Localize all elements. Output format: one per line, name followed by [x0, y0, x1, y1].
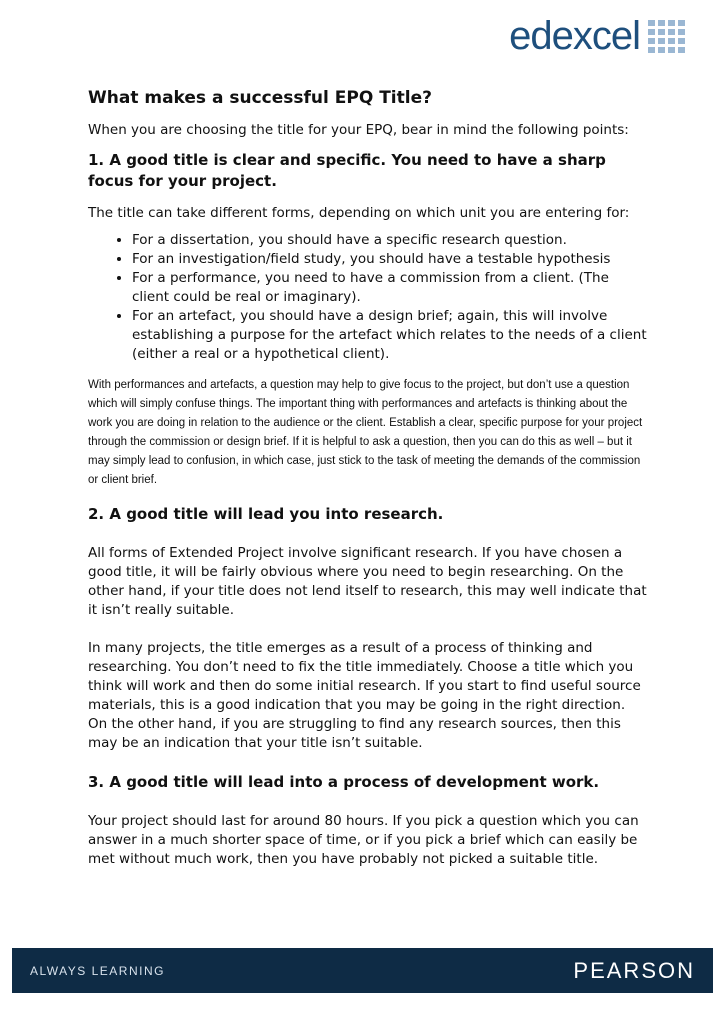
footer-banner — [12, 948, 713, 993]
section-1-note: With performances and artefacts, a question may help to give focus to the project, but don’t use a question which will simply confuse things. The important thing with performances and artefacts is thinking about the work you are doing in relation to the audience or the client. Establish a clear, specific purpose for your project through the commission or design brief. If it is helpful to ask a question, then you can do this as well – but it may simply lead to confusion, in which case, just stick to the task of meeting the demands of the commission or client brief. — [88, 379, 643, 486]
intro-text: When you are choosing the title for your EPQ, bear in mind the following points: — [88, 122, 629, 138]
section-3-paragraph-1: Your project should last for around 80 hours. If you pick a question which you can answer in a much shorter space of time, or if you pick a brief which can easily be met without much work, then you have probably not picked a suitable title. — [88, 813, 639, 867]
logo-grid-icon — [648, 20, 685, 53]
page-title: What makes a successful EPQ Title? — [88, 88, 432, 108]
section-2-heading: 2. A good title will lead you into research. — [88, 505, 444, 523]
list-item: • For a dissertation, you should have a specific research question. — [132, 231, 648, 250]
list-item: • For a performance, you need to have a commission from a client. (The client could be real or imaginary). — [132, 269, 648, 307]
list-item: • For an artefact, you should have a design brief; again, this will involve establishing a purpose for the artefact which relates to the needs of a client (either a real or a hypothetical client). — [132, 307, 648, 364]
document-body — [88, 88, 648, 869]
logo-text: edexcel — [509, 14, 640, 58]
section-1-heading: 1. A good title is clear and specific. You need to have a sharp focus for your project. — [88, 151, 606, 190]
section-3-heading: 3. A good title will lead into a process of development work. — [88, 773, 600, 791]
footer-tagline: ALWAYS LEARNING — [30, 963, 165, 978]
pearson-logo: PEARSON — [573, 957, 695, 983]
edexcel-logo — [509, 16, 685, 56]
section-2-paragraph-2: In many projects, the title emerges as a result of a process of thinking and researching. You don’t need to fix the title immediately. Choose a title which you think will work and then do some initial research. If you start to find useful source materials, this is a good indication that you may be going in the right direction. On the other hand, if you are struggling to find any research sources, then this may be an indication that your title isn’t suitable. — [88, 640, 641, 751]
list-item: • For an investigation/field study, you should have a testable hypothesis — [132, 250, 648, 269]
unit-forms-list — [88, 231, 648, 364]
section-2-paragraph-1: All forms of Extended Project involve significant research. If you have chosen a good title, it will be fairly obvious where you need to begin researching. On the other hand, if your title does not lend itself to research, this may well indicate that it isn’t really suitable. — [88, 545, 647, 618]
section-1-lead: The title can take different forms, depending on which unit you are entering for: — [88, 205, 630, 221]
